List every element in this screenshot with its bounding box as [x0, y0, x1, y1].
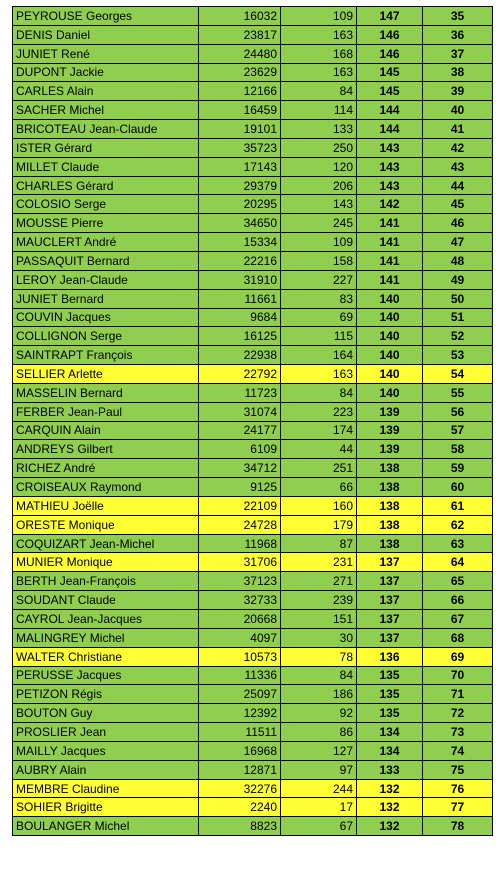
score-cell: 135: [357, 704, 423, 723]
table-row: [13, 82, 493, 101]
player-name-cell: MEMBRE Claudine: [13, 779, 199, 798]
player-name-cell: AUBRY Alain: [13, 760, 199, 779]
rank-cell: 47: [423, 233, 493, 252]
player-name-cell: PASSAQUIT Bernard: [13, 251, 199, 270]
count-value-cell: 143: [281, 195, 357, 214]
total-value-cell: 16125: [199, 327, 281, 346]
total-value-cell: 32733: [199, 591, 281, 610]
table-row: [13, 666, 493, 685]
count-value-cell: 120: [281, 157, 357, 176]
player-name-cell: COUVIN Jacques: [13, 308, 199, 327]
player-name-cell: SELLIER Arlette: [13, 365, 199, 384]
table-row: [13, 365, 493, 384]
score-cell: 137: [357, 572, 423, 591]
total-value-cell: 9125: [199, 478, 281, 497]
count-value-cell: 84: [281, 383, 357, 402]
count-value-cell: 97: [281, 760, 357, 779]
total-value-cell: 22792: [199, 365, 281, 384]
score-cell: 141: [357, 270, 423, 289]
rank-cell: 62: [423, 515, 493, 534]
player-name-cell: JUNIET René: [13, 44, 199, 63]
player-name-cell: PERUSSE Jacques: [13, 666, 199, 685]
table-row: [13, 421, 493, 440]
rank-cell: 73: [423, 723, 493, 742]
total-value-cell: 24480: [199, 44, 281, 63]
player-name-cell: SAINTRAPT François: [13, 346, 199, 365]
count-value-cell: 84: [281, 666, 357, 685]
count-value-cell: 186: [281, 685, 357, 704]
rank-cell: 76: [423, 779, 493, 798]
total-value-cell: 17143: [199, 157, 281, 176]
count-value-cell: 239: [281, 591, 357, 610]
count-value-cell: 231: [281, 553, 357, 572]
count-value-cell: 133: [281, 120, 357, 139]
total-value-cell: 20295: [199, 195, 281, 214]
count-value-cell: 223: [281, 402, 357, 421]
score-cell: 140: [357, 365, 423, 384]
score-cell: 144: [357, 101, 423, 120]
ranking-table-body: [13, 7, 493, 836]
score-cell: 140: [357, 346, 423, 365]
total-value-cell: 16032: [199, 7, 281, 26]
table-row: [13, 327, 493, 346]
total-value-cell: 34650: [199, 214, 281, 233]
rank-cell: 52: [423, 327, 493, 346]
count-value-cell: 271: [281, 572, 357, 591]
count-value-cell: 109: [281, 233, 357, 252]
table-row: [13, 214, 493, 233]
table-row: [13, 459, 493, 478]
table-row: [13, 195, 493, 214]
score-cell: 141: [357, 251, 423, 270]
score-cell: 143: [357, 176, 423, 195]
player-name-cell: COLOSIO Serge: [13, 195, 199, 214]
count-value-cell: 158: [281, 251, 357, 270]
player-name-cell: MAUCLERT André: [13, 233, 199, 252]
table-row: [13, 496, 493, 515]
rank-cell: 43: [423, 157, 493, 176]
score-cell: 141: [357, 214, 423, 233]
total-value-cell: 11723: [199, 383, 281, 402]
rank-cell: 44: [423, 176, 493, 195]
count-value-cell: 78: [281, 647, 357, 666]
rank-cell: 69: [423, 647, 493, 666]
count-value-cell: 227: [281, 270, 357, 289]
rank-cell: 48: [423, 251, 493, 270]
count-value-cell: 163: [281, 25, 357, 44]
rank-cell: 74: [423, 741, 493, 760]
rank-cell: 37: [423, 44, 493, 63]
score-cell: 146: [357, 44, 423, 63]
rank-cell: 53: [423, 346, 493, 365]
score-cell: 132: [357, 817, 423, 836]
total-value-cell: 11661: [199, 289, 281, 308]
table-row: [13, 553, 493, 572]
count-value-cell: 87: [281, 534, 357, 553]
rank-cell: 41: [423, 120, 493, 139]
count-value-cell: 163: [281, 365, 357, 384]
score-cell: 138: [357, 478, 423, 497]
score-cell: 132: [357, 798, 423, 817]
player-name-cell: RICHEZ André: [13, 459, 199, 478]
table-row: [13, 440, 493, 459]
score-cell: 138: [357, 459, 423, 478]
table-row: [13, 402, 493, 421]
count-value-cell: 92: [281, 704, 357, 723]
table-row: [13, 120, 493, 139]
table-row: [13, 101, 493, 120]
total-value-cell: 4097: [199, 628, 281, 647]
total-value-cell: 24177: [199, 421, 281, 440]
rank-cell: 42: [423, 138, 493, 157]
score-cell: 145: [357, 63, 423, 82]
table-row: [13, 572, 493, 591]
count-value-cell: 17: [281, 798, 357, 817]
total-value-cell: 12871: [199, 760, 281, 779]
rank-cell: 54: [423, 365, 493, 384]
total-value-cell: 31706: [199, 553, 281, 572]
rank-cell: 46: [423, 214, 493, 233]
total-value-cell: 34712: [199, 459, 281, 478]
count-value-cell: 84: [281, 82, 357, 101]
player-name-cell: MOUSSE Pierre: [13, 214, 199, 233]
rank-cell: 70: [423, 666, 493, 685]
player-name-cell: COLLIGNON Serge: [13, 327, 199, 346]
rank-cell: 59: [423, 459, 493, 478]
table-row: [13, 289, 493, 308]
rank-cell: 67: [423, 610, 493, 629]
table-row: [13, 817, 493, 836]
player-name-cell: BERTH Jean-François: [13, 572, 199, 591]
count-value-cell: 30: [281, 628, 357, 647]
player-name-cell: MUNIER Monique: [13, 553, 199, 572]
player-name-cell: SOUDANT Claude: [13, 591, 199, 610]
player-name-cell: CARLES Alain: [13, 82, 199, 101]
total-value-cell: 6109: [199, 440, 281, 459]
player-name-cell: CAYROL Jean-Jacques: [13, 610, 199, 629]
player-name-cell: ORESTE Monique: [13, 515, 199, 534]
total-value-cell: 25097: [199, 685, 281, 704]
rank-cell: 75: [423, 760, 493, 779]
score-cell: 134: [357, 741, 423, 760]
player-name-cell: FERBER Jean-Paul: [13, 402, 199, 421]
total-value-cell: 29379: [199, 176, 281, 195]
count-value-cell: 245: [281, 214, 357, 233]
table-row: [13, 478, 493, 497]
total-value-cell: 11336: [199, 666, 281, 685]
count-value-cell: 114: [281, 101, 357, 120]
total-value-cell: 32276: [199, 779, 281, 798]
score-cell: 144: [357, 120, 423, 139]
table-row: [13, 704, 493, 723]
table-row: [13, 157, 493, 176]
rank-cell: 72: [423, 704, 493, 723]
total-value-cell: 20668: [199, 610, 281, 629]
player-name-cell: ANDREYS Gilbert: [13, 440, 199, 459]
count-value-cell: 250: [281, 138, 357, 157]
total-value-cell: 31910: [199, 270, 281, 289]
score-cell: 142: [357, 195, 423, 214]
score-cell: 135: [357, 685, 423, 704]
table-row: [13, 723, 493, 742]
rank-cell: 58: [423, 440, 493, 459]
table-row: [13, 383, 493, 402]
table-row: [13, 25, 493, 44]
total-value-cell: 19101: [199, 120, 281, 139]
player-name-cell: BOULANGER Michel: [13, 817, 199, 836]
player-name-cell: BOUTON Guy: [13, 704, 199, 723]
score-cell: 138: [357, 515, 423, 534]
score-cell: 139: [357, 402, 423, 421]
table-row: [13, 591, 493, 610]
rank-cell: 55: [423, 383, 493, 402]
table-row: [13, 138, 493, 157]
rank-cell: 68: [423, 628, 493, 647]
score-cell: 141: [357, 233, 423, 252]
rank-cell: 39: [423, 82, 493, 101]
player-name-cell: DUPONT Jackie: [13, 63, 199, 82]
total-value-cell: 16459: [199, 101, 281, 120]
score-cell: 137: [357, 591, 423, 610]
player-name-cell: PETIZON Régis: [13, 685, 199, 704]
score-cell: 143: [357, 138, 423, 157]
total-value-cell: 9684: [199, 308, 281, 327]
score-cell: 146: [357, 25, 423, 44]
score-cell: 140: [357, 308, 423, 327]
player-name-cell: MATHIEU Joëlle: [13, 496, 199, 515]
total-value-cell: 8823: [199, 817, 281, 836]
rank-cell: 56: [423, 402, 493, 421]
score-cell: 136: [357, 647, 423, 666]
count-value-cell: 83: [281, 289, 357, 308]
total-value-cell: 16968: [199, 741, 281, 760]
score-cell: 145: [357, 82, 423, 101]
table-row: [13, 44, 493, 63]
player-name-cell: CHARLES Gérard: [13, 176, 199, 195]
rank-cell: 71: [423, 685, 493, 704]
score-cell: 135: [357, 666, 423, 685]
count-value-cell: 164: [281, 346, 357, 365]
total-value-cell: 12166: [199, 82, 281, 101]
total-value-cell: 11968: [199, 534, 281, 553]
count-value-cell: 67: [281, 817, 357, 836]
total-value-cell: 15334: [199, 233, 281, 252]
table-row: [13, 741, 493, 760]
rank-cell: 40: [423, 101, 493, 120]
table-row: [13, 628, 493, 647]
score-cell: 134: [357, 723, 423, 742]
count-value-cell: 163: [281, 63, 357, 82]
count-value-cell: 69: [281, 308, 357, 327]
rank-cell: 35: [423, 7, 493, 26]
score-cell: 139: [357, 440, 423, 459]
score-cell: 137: [357, 610, 423, 629]
score-cell: 137: [357, 628, 423, 647]
total-value-cell: 23817: [199, 25, 281, 44]
player-name-cell: JUNIET Bernard: [13, 289, 199, 308]
score-cell: 138: [357, 496, 423, 515]
table-row: [13, 685, 493, 704]
count-value-cell: 66: [281, 478, 357, 497]
total-value-cell: 2240: [199, 798, 281, 817]
player-name-cell: WALTER Christiane: [13, 647, 199, 666]
count-value-cell: 206: [281, 176, 357, 195]
count-value-cell: 109: [281, 7, 357, 26]
rank-cell: 78: [423, 817, 493, 836]
table-row: [13, 270, 493, 289]
table-row: [13, 610, 493, 629]
rank-cell: 66: [423, 591, 493, 610]
count-value-cell: 44: [281, 440, 357, 459]
total-value-cell: 24728: [199, 515, 281, 534]
player-name-cell: MASSELIN Bernard: [13, 383, 199, 402]
table-row: [13, 251, 493, 270]
total-value-cell: 23629: [199, 63, 281, 82]
score-cell: 140: [357, 327, 423, 346]
rank-cell: 61: [423, 496, 493, 515]
count-value-cell: 179: [281, 515, 357, 534]
rank-cell: 57: [423, 421, 493, 440]
ranking-table: [12, 6, 493, 836]
table-row: [13, 346, 493, 365]
score-cell: 132: [357, 779, 423, 798]
total-value-cell: 22216: [199, 251, 281, 270]
player-name-cell: BRICOTEAU Jean-Claude: [13, 120, 199, 139]
total-value-cell: 37123: [199, 572, 281, 591]
rank-cell: 64: [423, 553, 493, 572]
total-value-cell: 12392: [199, 704, 281, 723]
total-value-cell: 35723: [199, 138, 281, 157]
player-name-cell: PEYROUSE Georges: [13, 7, 199, 26]
table-row: [13, 534, 493, 553]
rank-cell: 45: [423, 195, 493, 214]
table-row: [13, 7, 493, 26]
count-value-cell: 151: [281, 610, 357, 629]
player-name-cell: SACHER Michel: [13, 101, 199, 120]
rank-cell: 36: [423, 25, 493, 44]
player-name-cell: CARQUIN Alain: [13, 421, 199, 440]
count-value-cell: 244: [281, 779, 357, 798]
player-name-cell: DENIS Daniel: [13, 25, 199, 44]
count-value-cell: 86: [281, 723, 357, 742]
player-name-cell: CROISEAUX Raymond: [13, 478, 199, 497]
table-row: [13, 176, 493, 195]
score-cell: 138: [357, 534, 423, 553]
table-row: [13, 233, 493, 252]
player-name-cell: MILLET Claude: [13, 157, 199, 176]
player-name-cell: COQUIZART Jean-Michel: [13, 534, 199, 553]
player-name-cell: ISTER Gérard: [13, 138, 199, 157]
rank-cell: 38: [423, 63, 493, 82]
score-cell: 140: [357, 383, 423, 402]
rank-cell: 60: [423, 478, 493, 497]
rank-cell: 77: [423, 798, 493, 817]
count-value-cell: 115: [281, 327, 357, 346]
table-row: [13, 779, 493, 798]
score-cell: 133: [357, 760, 423, 779]
count-value-cell: 174: [281, 421, 357, 440]
score-cell: 140: [357, 289, 423, 308]
total-value-cell: 22109: [199, 496, 281, 515]
table-row: [13, 760, 493, 779]
rank-cell: 63: [423, 534, 493, 553]
score-cell: 139: [357, 421, 423, 440]
table-row: [13, 63, 493, 82]
player-name-cell: PROSLIER Jean: [13, 723, 199, 742]
count-value-cell: 251: [281, 459, 357, 478]
rank-cell: 51: [423, 308, 493, 327]
count-value-cell: 168: [281, 44, 357, 63]
player-name-cell: SOHIER Brigitte: [13, 798, 199, 817]
rank-cell: 65: [423, 572, 493, 591]
total-value-cell: 22938: [199, 346, 281, 365]
total-value-cell: 10573: [199, 647, 281, 666]
count-value-cell: 127: [281, 741, 357, 760]
score-cell: 143: [357, 157, 423, 176]
player-name-cell: MAILLY Jacques: [13, 741, 199, 760]
table-row: [13, 647, 493, 666]
table-row: [13, 515, 493, 534]
table-row: [13, 798, 493, 817]
score-cell: 137: [357, 553, 423, 572]
table-row: [13, 308, 493, 327]
rank-cell: 50: [423, 289, 493, 308]
count-value-cell: 160: [281, 496, 357, 515]
player-name-cell: MALINGREY Michel: [13, 628, 199, 647]
player-name-cell: LEROY Jean-Claude: [13, 270, 199, 289]
rank-cell: 49: [423, 270, 493, 289]
total-value-cell: 31074: [199, 402, 281, 421]
score-cell: 147: [357, 7, 423, 26]
total-value-cell: 11511: [199, 723, 281, 742]
